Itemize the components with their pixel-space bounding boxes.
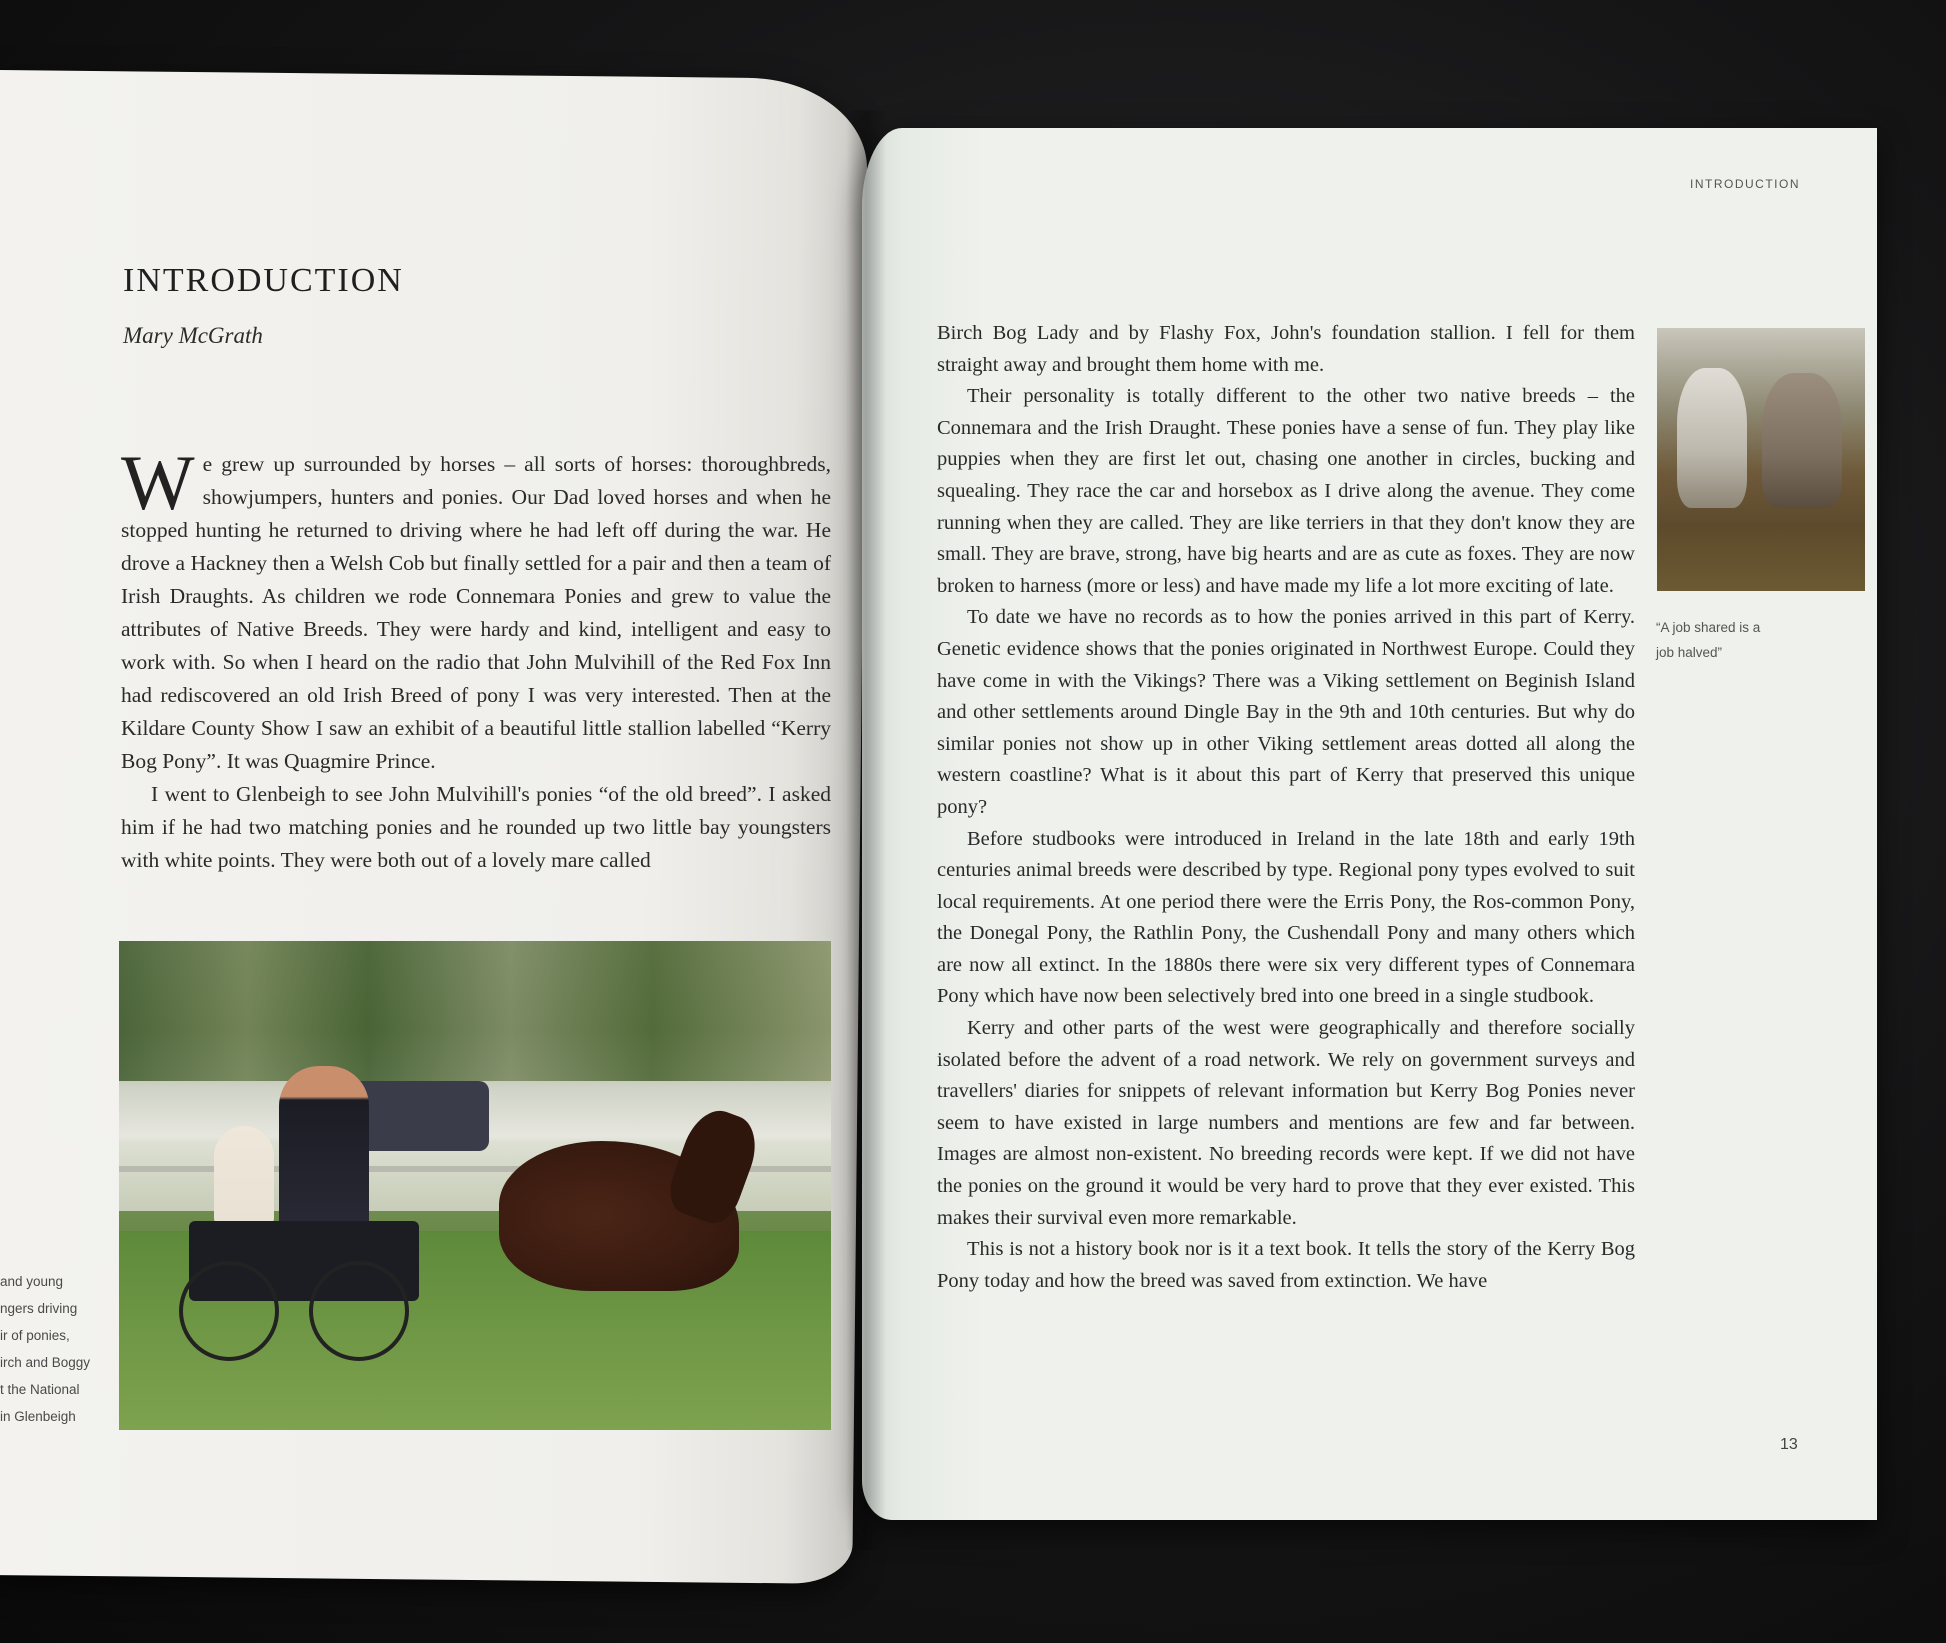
photo-wheel (179, 1261, 279, 1361)
caption-line: and young (0, 1274, 64, 1289)
photo-donkey (1762, 373, 1842, 508)
ploughing-ponies-photo (1657, 328, 1865, 591)
right-paragraph-4: Before studbooks were introduced in Ireland in the late 18th and early 19th centuries animal breeds were described by type. Regional pony types evolved to suit local requirements. At one period there were the Erris Pony, the Ros-common Pony, the Donegal Pony, the Rathlin Pony, the Cushendall Pony and many others which are now all extinct. In the 1880s there were six very different types of Connemara Pony which have now been selectively bred into one breed in a single studbook. (937, 827, 1635, 1008)
photo-car (349, 1081, 489, 1151)
right-paragraph-6: This is not a history book nor is it a text book. It tells the story of the Kerry Bog Pony today and how the breed was saved from extinction. We have (937, 1238, 1635, 1292)
caption-line: ir of ponies, (0, 1328, 70, 1343)
right-paragraph-5: Kerry and other parts of the west were geographically and therefore socially isolated before the advent of a road network. We rely on government surveys and travellers' diaries for snippets of relevant information but Kerry Bog Ponies never seem to have existed in large numbers and mentions are few and far between. Images are almost non-existent. No breeding records were kept. If we did not have the ponies on the ground it would be very hard to prove that they ever existed. This makes their survival even more remarkable. (937, 1017, 1635, 1229)
right-text-column (937, 318, 1635, 1297)
left-paragraph-1 (121, 439, 831, 778)
left-paragraph-1-text: e grew up surrounded by horses – all sorts of horses: thoroughbreds, showjumpers, hunters and ponies. Our Dad loved horses and when he stopped hunting he returned to driving where he had left off during the war. He drove a Hackney then a Welsh Cob but finally settled for a pair and then a team of Irish Draughts. As children we rode Connemara Ponies and grew to value the attributes of Native Breeds. They were hardy and kind, intelligent and easy to work with. So when I heard on the radio that John Mulvihill of the Red Fox Inn had rediscovered an old Irish Breed of pony I was very interested. Then at the Kildare County Show I saw an exhibit of a beautiful little stallion labelled “Kerry Bog Pony”. It was Quagmire Prince. (121, 452, 831, 773)
photo-grey-pony (1677, 368, 1747, 508)
pony-driving-photo (119, 941, 831, 1430)
photo-trees (119, 941, 831, 1081)
chapter-heading: INTRODUCTION (123, 262, 404, 299)
caption-line: ngers driving (0, 1301, 78, 1316)
photo-driver (279, 1066, 369, 1236)
left-text-column (121, 439, 831, 877)
side-photo-caption: “A job shared is a job halved” (1656, 620, 1761, 660)
photo-child (214, 1126, 274, 1226)
right-paragraph-1: Birch Bog Lady and by Flashy Fox, John's foundation stallion. I fell for them straight away and brought them home with me. (937, 322, 1635, 376)
left-photo-caption (0, 1268, 90, 1430)
right-paragraph-3: To date we have no records as to how the ponies arrived in this part of Kerry. Genetic evidence shows that the ponies originated in Northwest Europe. Could they have come in with the Vikings? There was a Viking settlement on Beginish Island and other settlements around Dingle Bay in the 9th and 10th centuries. But why do similar ponies not show up in other Viking settlement areas dotted all along the western coastline? What is it about this part of Kerry that preserved this unique pony? (937, 606, 1635, 818)
book-gutter (846, 110, 886, 1550)
drop-cap: W (121, 439, 195, 526)
caption-line: irch and Boggy (0, 1355, 91, 1370)
running-head: INTRODUCTION (1690, 177, 1800, 191)
page-number: 13 (1780, 1436, 1798, 1453)
left-paragraph-2: I went to Glenbeigh to see John Mulvihill's ponies “of the old breed”. I asked him if he had two matching ponies and he rounded up two little bay youngsters with white points. They were both out of a lovely mare called (121, 782, 831, 872)
right-paragraph-2: Their personality is totally different to the other two native breeds – the Connemara and the Irish Draught. These ponies have a sense of fun. They play like puppies when they are first let out, chasing one another in circles, bucking and squealing. They race the car and horsebox as I drive along the avenue. They come running when they are called. They are like terriers in that they don't know they are small. They are brave, strong, have big hearts and are as cute as foxes. They are now broken to harness (more or less) and have made my life a lot more exciting of late. (937, 385, 1635, 597)
photo-wheel (309, 1261, 409, 1361)
caption-line: t the National (0, 1382, 80, 1397)
caption-line: in Glenbeigh (0, 1409, 76, 1424)
author-name: Mary McGrath (123, 323, 263, 348)
